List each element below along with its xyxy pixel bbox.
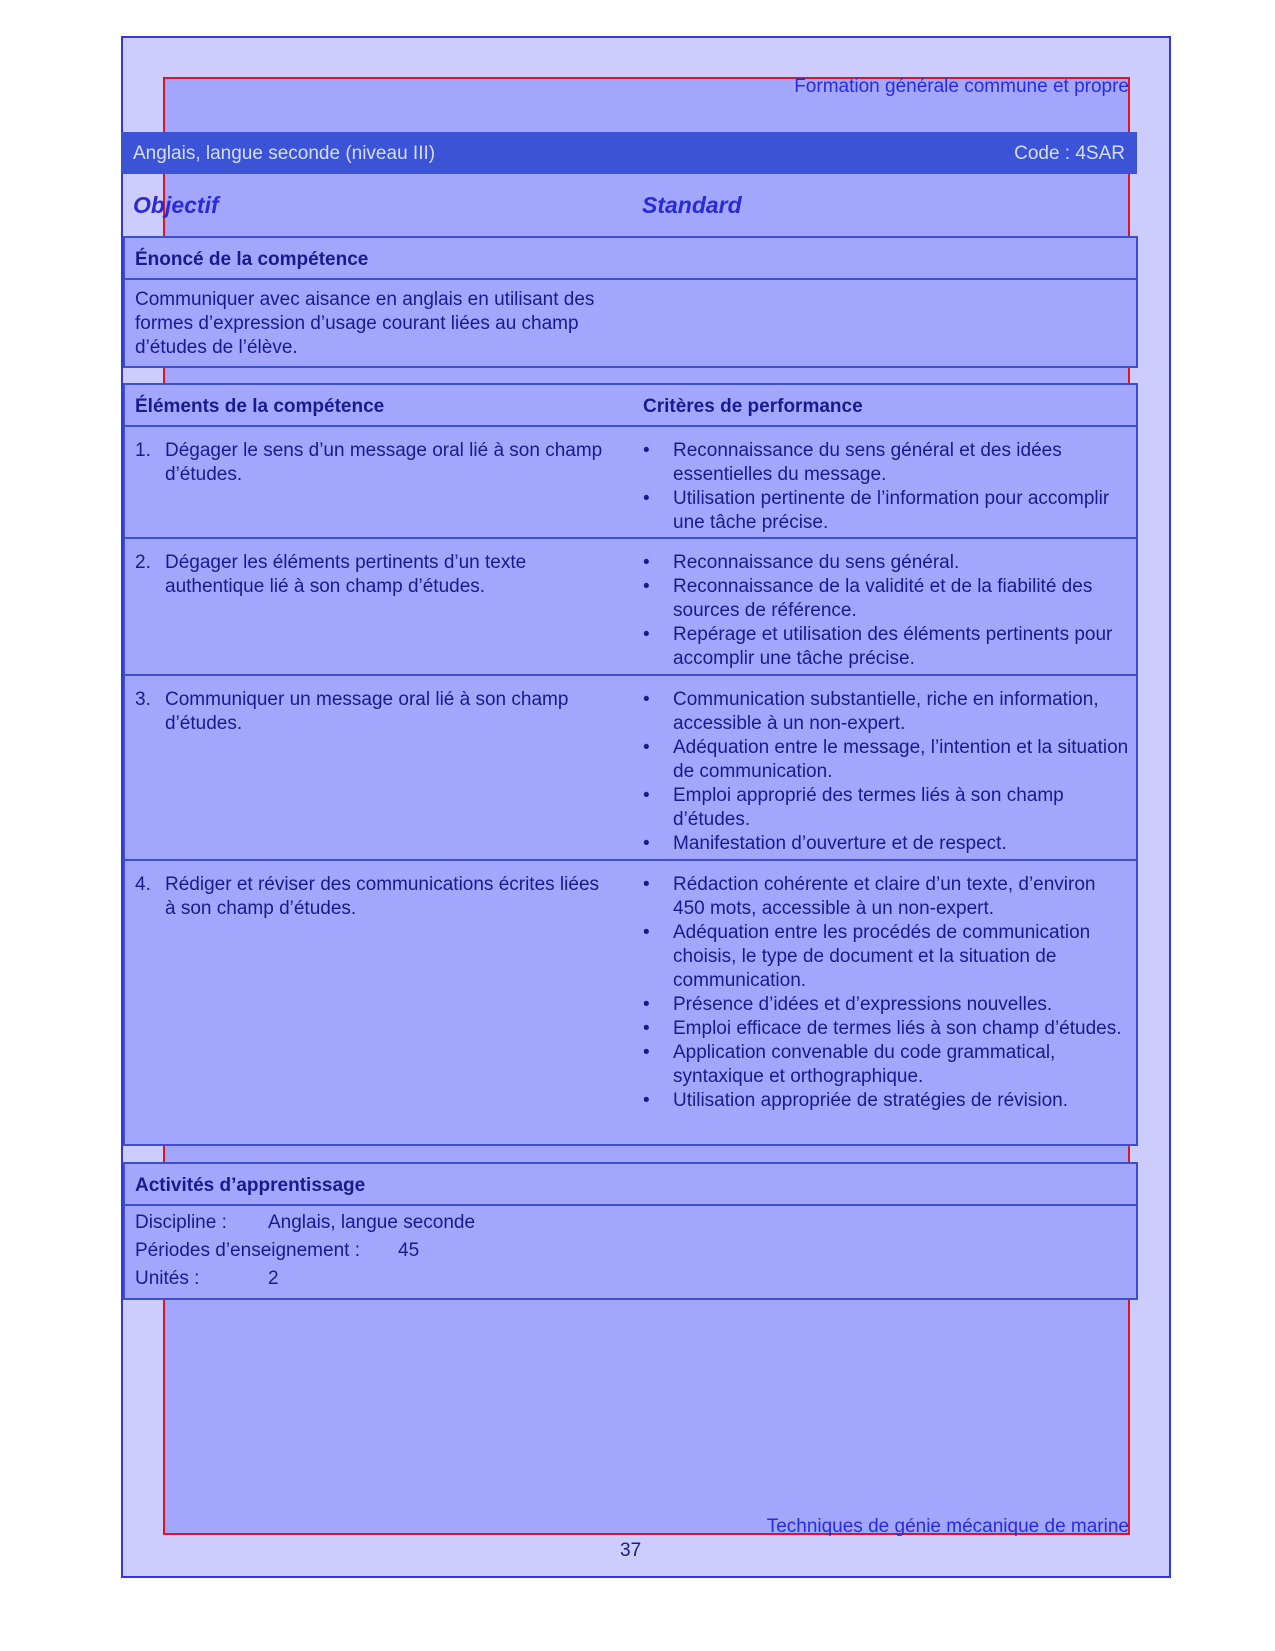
element-number: 1.: [135, 440, 151, 461]
bullet-icon: •: [643, 1018, 650, 1039]
discipline-line: [135, 1212, 476, 1234]
periodes-value: 45: [398, 1240, 420, 1261]
bullet-icon: •: [643, 1090, 650, 1111]
element-row: [125, 427, 1136, 539]
bullet-icon: •: [643, 1042, 650, 1063]
criterion-item: [643, 1041, 1131, 1089]
element-description: [135, 688, 605, 736]
header-program: Formation générale commune et propre: [794, 76, 1129, 97]
criterion-item: [643, 551, 1131, 575]
enonce-text: Communiquer avec aisance en anglais en utilisant des formes d’expression d’usage courant liées au champ d’études de l’élève.: [135, 289, 595, 358]
discipline-value: Anglais, langue seconde: [268, 1212, 476, 1233]
element-row: [125, 539, 1136, 676]
element-text: Communiquer un message oral lié à son champ d’études.: [165, 689, 569, 734]
element-description: [135, 551, 605, 599]
criteria-list: [643, 873, 1131, 1113]
standard-label: Standard: [642, 192, 742, 218]
bullet-icon: •: [643, 552, 650, 573]
bullet-icon: •: [643, 488, 650, 509]
element-number: 2.: [135, 552, 151, 573]
criterion-text: Manifestation d’ouverture et de respect.: [673, 833, 1007, 854]
footer-program: Techniques de génie mécanique de marine: [766, 1516, 1129, 1537]
course-title: Anglais, langue seconde (niveau III): [133, 143, 436, 164]
criterion-item: [643, 993, 1131, 1017]
element-text: Dégager les éléments pertinents d’un texte authentique lié à son champ d’études.: [165, 552, 527, 597]
enonce-header: [125, 238, 1136, 280]
periodes-label: Périodes d’enseignement :: [135, 1240, 360, 1261]
unites-value: 2: [268, 1268, 279, 1289]
bullet-icon: •: [643, 785, 650, 806]
bullet-icon: •: [643, 689, 650, 710]
criterion-item: [643, 688, 1131, 736]
bullet-icon: •: [643, 874, 650, 895]
course-bar: [121, 132, 1137, 174]
elements-box: [123, 383, 1138, 1146]
criteria-list: [643, 439, 1131, 535]
element-number: 4.: [135, 874, 151, 895]
bullet-icon: •: [643, 737, 650, 758]
element-row: [125, 861, 1136, 1144]
page-number: 37: [620, 1540, 642, 1561]
criterion-item: [643, 832, 1131, 856]
element-description: [135, 439, 605, 487]
criteria-heading: Critères de performance: [643, 396, 863, 417]
element-row: [125, 676, 1136, 861]
criterion-item: [643, 439, 1131, 487]
objective-label: Objectif: [133, 192, 219, 218]
criterion-text: Adéquation entre les procédés de communication choisis, le type de document et la situation de communication.: [673, 922, 1091, 991]
unites-label: Unités :: [135, 1268, 200, 1289]
criterion-text: Reconnaissance de la validité et de la fiabilité des sources de référence.: [673, 576, 1093, 621]
criterion-text: Utilisation pertinente de l’information pour accomplir une tâche précise.: [673, 488, 1110, 533]
criterion-item: [643, 487, 1131, 535]
criterion-item: [643, 1017, 1131, 1041]
criterion-item: [643, 575, 1131, 623]
criterion-text: Rédaction cohérente et claire d’un texte, d’environ 450 mots, accessible à un non-expert.: [673, 874, 1096, 919]
activities-header: [125, 1164, 1136, 1206]
unites-line: [135, 1268, 279, 1290]
criterion-text: Emploi approprié des termes liés à son champ d’études.: [673, 785, 1064, 830]
enonce-box: [123, 236, 1138, 368]
course-code: Code : 4SAR: [1014, 143, 1125, 164]
activities-heading: Activités d’apprentissage: [135, 1175, 366, 1196]
criterion-item: [643, 1089, 1131, 1113]
bullet-icon: •: [643, 576, 650, 597]
enonce-heading: Énoncé de la compétence: [135, 249, 369, 270]
criterion-item: [643, 873, 1131, 921]
periodes-line: [135, 1240, 420, 1262]
criterion-text: Repérage et utilisation des éléments pertinents pour accomplir une tâche précise.: [673, 624, 1113, 669]
criterion-item: [643, 921, 1131, 993]
bullet-icon: •: [643, 624, 650, 645]
criterion-item: [643, 784, 1131, 832]
criterion-text: Reconnaissance du sens général.: [673, 552, 960, 573]
criterion-text: Reconnaissance du sens général et des idées essentielles du message.: [673, 440, 1062, 485]
elements-heading: Éléments de la compétence: [135, 396, 385, 417]
activities-box: [123, 1162, 1138, 1300]
criterion-text: Présence d’idées et d’expressions nouvelles.: [673, 994, 1053, 1015]
criterion-text: Application convenable du code grammatical, syntaxique et orthographique.: [673, 1042, 1056, 1087]
bullet-icon: •: [643, 994, 650, 1015]
criteria-list: [643, 688, 1131, 856]
criterion-text: Utilisation appropriée de stratégies de révision.: [673, 1090, 1068, 1111]
criteria-list: [643, 551, 1131, 671]
elements-header: [125, 385, 1136, 427]
bullet-icon: •: [643, 922, 650, 943]
bullet-icon: •: [643, 440, 650, 461]
criterion-item: [643, 623, 1131, 671]
bullet-icon: •: [643, 833, 650, 854]
criterion-text: Communication substantielle, riche en information, accessible à un non-expert.: [673, 689, 1099, 734]
criterion-text: Adéquation entre le message, l’intention et la situation de communication.: [673, 737, 1129, 782]
criterion-text: Emploi efficace de termes liés à son champ d’études.: [673, 1018, 1122, 1039]
element-text: Rédiger et réviser des communications écrites liées à son champ d’études.: [165, 874, 600, 919]
element-description: [135, 873, 605, 921]
discipline-label: Discipline :: [135, 1212, 227, 1233]
criterion-item: [643, 736, 1131, 784]
element-text: Dégager le sens d’un message oral lié à son champ d’études.: [165, 440, 603, 485]
element-number: 3.: [135, 689, 151, 710]
